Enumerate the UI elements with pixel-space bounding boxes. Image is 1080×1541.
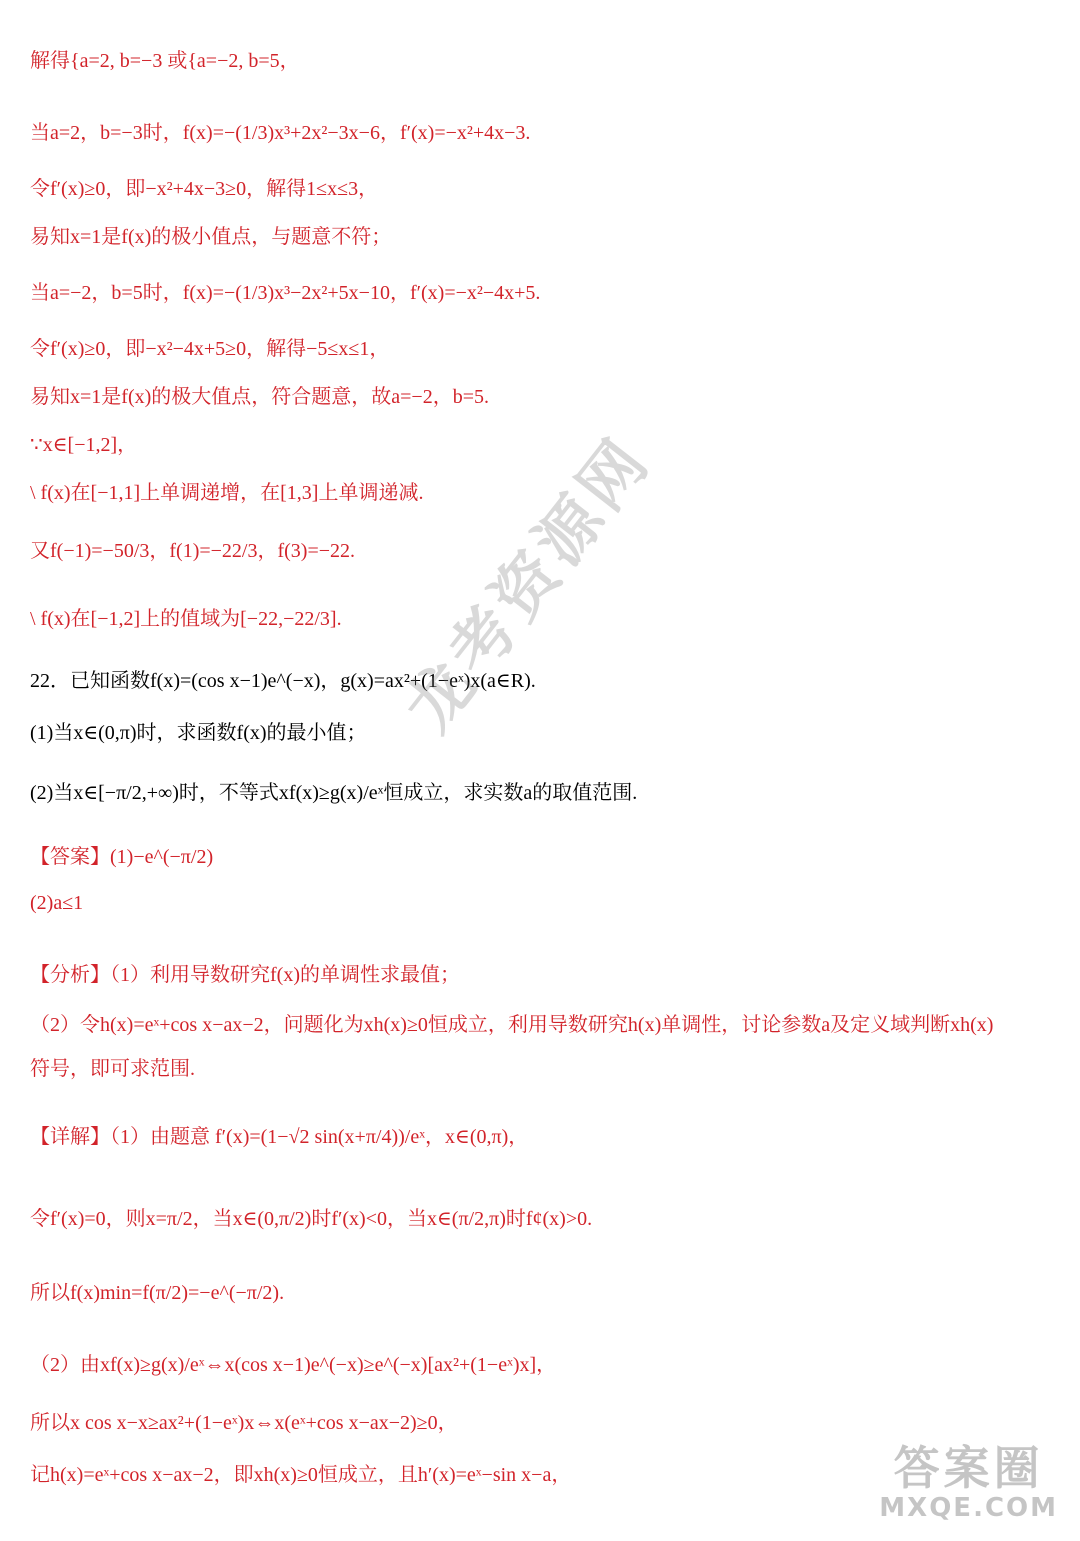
watermark-corner	[879, 1443, 1058, 1523]
text-line-4: 易知x=1是f(x)的极小值点，与题意不符；	[30, 226, 392, 248]
detail-line-2: 令f′(x)=0，则x=π/2，当x∈(0,π/2)时f′(x)<0，当x∈(π/2,π)时f¢(x)>0.	[30, 1208, 593, 1230]
detail-line-5: 所以x cos x−x≥ax²+(1−eˣ)x⇔x(eˣ+cos x−ax−2)≥0，	[30, 1412, 458, 1434]
text-line-9: \ f(x)在[−1,1]上单调递增，在[1,3]上单调递减.	[30, 482, 424, 504]
detail-line-4: （2）由xf(x)≥g(x)/eˣ⇔x(cos x−1)e^(−x)≥e^(−x)[ax²+(1−eˣ)x]，	[30, 1354, 557, 1376]
question-22-stem: 22．已知函数f(x)=(cos x−1)e^(−x)，g(x)=ax²+(1−eˣ)x(a∈R).	[30, 670, 536, 692]
watermark-corner-line2: MXQE.COM	[879, 1493, 1058, 1523]
watermark-main: 龙考资源网	[391, 423, 666, 745]
text-line-6: 令f′(x)≥0，即−x²−4x+5≥0，解得−5≤x≤1，	[30, 338, 390, 360]
answer-section: 【答案】(1)−e^(−π/2)	[30, 846, 214, 868]
text-line-2: 当a=2，b=−3时，f(x)=−(1/3)x³+2x²−3x−6，f′(x)=−x²+4x−3.	[30, 122, 531, 144]
text-line-11: \ f(x)在[−1,2]上的值域为[−22,−22/3].	[30, 608, 342, 630]
text-line-7: 易知x=1是f(x)的极大值点，符合题意，故a=−2，b=5.	[30, 386, 489, 408]
detail-line-3: 所以f(x)min=f(π/2)=−e^(−π/2).	[30, 1282, 285, 1304]
text-line-10: 又f(−1)=−50/3，f(1)=−22/3，f(3)=−22.	[30, 540, 356, 562]
question-22-part-1: (1)当x∈(0,π)时，求函数f(x)的最小值；	[30, 722, 367, 744]
detail-line-6: 记h(x)=eˣ+cos x−ax−2，即xh(x)≥0恒成立，且h′(x)=eˣ−sin x−a，	[30, 1464, 572, 1486]
text-line-8: ∵x∈[−1,2]，	[30, 434, 138, 456]
analysis-section: 【分析】（1）利用导数研究f(x)的单调性求最值；	[30, 964, 460, 986]
text-line-5: 当a=−2，b=5时，f(x)=−(1/3)x³−2x²+5x−10，f′(x)=−x²−4x+5.	[30, 282, 541, 304]
detail-section: 【详解】（1）由题意 f′(x)=(1−√2 sin(x+π/4))/eˣ，x∈(0,π)，	[30, 1126, 529, 1148]
answer-part-2: (2)a≤1	[30, 892, 84, 914]
question-22-part-2: (2)当x∈[−π/2,+∞)时，不等式xf(x)≥g(x)/eˣ恒成立，求实数a的取值范围.	[30, 782, 638, 804]
analysis-part-2-cont: 符号，即可求范围.	[30, 1058, 195, 1080]
analysis-part-2: （2）令h(x)=eˣ+cos x−ax−2，问题化为xh(x)≥0恒成立，利用导数研究h(x)单调性，讨论参数a及定义域判断xh(x)	[30, 1014, 994, 1036]
text-line-1: 解得{a=2, b=−3 或{a=−2, b=5，	[30, 50, 300, 72]
watermark-corner-line1: 答案圈	[893, 1441, 1044, 1495]
text-line-3: 令f′(x)≥0，即−x²+4x−3≥0，解得1≤x≤3，	[30, 178, 379, 200]
